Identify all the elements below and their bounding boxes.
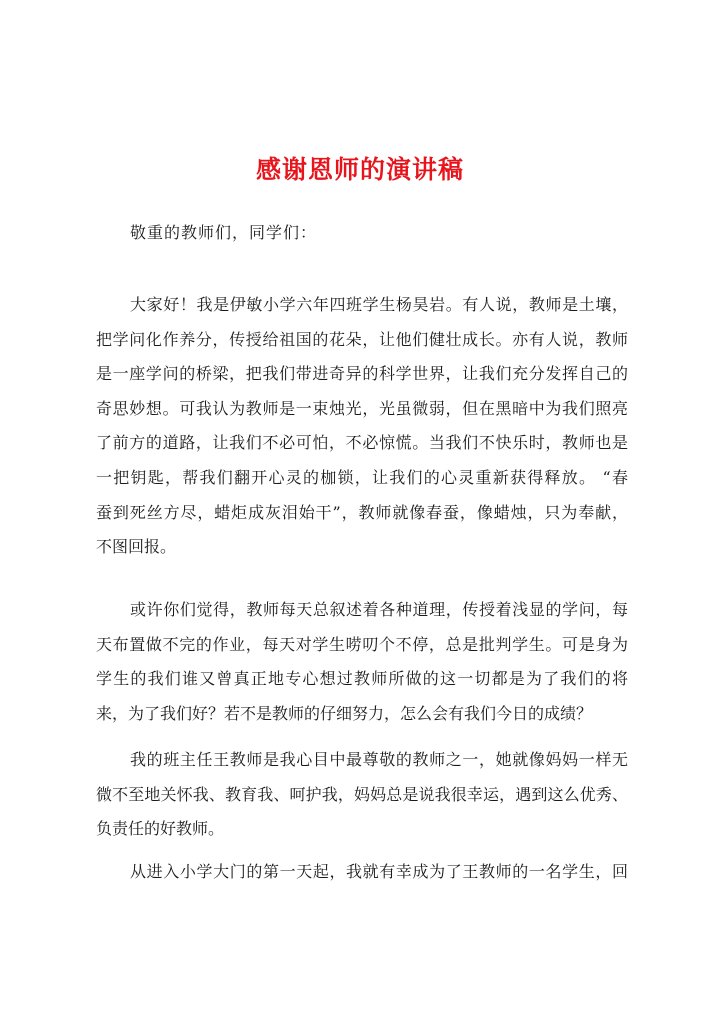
paragraph-1 xyxy=(96,288,628,565)
paragraph-line: 我的班主任王教师是我心目中最尊敬的教师之一，她就像妈妈一样无 xyxy=(130,750,628,769)
paragraph-line: 从进入小学大门的第一天起，我就有幸成为了王教师的一名学生，回 xyxy=(130,862,628,881)
paragraph-line: 微不至地关怀我、教育我、呵护我，妈妈总是说我很幸运，遇到这么优秀、 xyxy=(96,784,628,804)
paragraph-2 xyxy=(96,593,628,731)
paragraph-line: 负责任的好教师。 xyxy=(96,819,225,839)
document-title: 感谢恩师的演讲稿 xyxy=(255,155,464,184)
paragraph-line: 把学问化作养分，传授给祖国的花朵，让他们健壮成长。亦有人说，教师 xyxy=(96,329,628,349)
paragraph-3 xyxy=(96,743,628,847)
paragraph-line: 天布置做不完的作业，每天对学生唠叨个不停，总是批判学生。可是身为 xyxy=(96,634,628,654)
paragraph-line: 或许你们觉得，教师每天总叙述着各种道理，传授着浅显的学问，每 xyxy=(130,600,628,619)
paragraph-line: 蚕到死丝方尽，蜡炬成灰泪始干”，教师就像春蚕，像蜡烛，只为奉献， xyxy=(96,502,628,522)
paragraph-4 xyxy=(96,855,628,890)
paragraph-line: 不图回报。 xyxy=(96,537,177,557)
paragraph-line: 大家好！我是伊敏小学六年四班学生杨昊岩。有人说，教师是土壤， xyxy=(130,295,628,314)
paragraph-line: 来，为了我们好？若不是教师的仔细努力，怎么会有我们今日的成绩？ xyxy=(96,703,593,723)
paragraph-line: 了前方的道路，让我们不必可怕，不必惊慌。当我们不快乐时，教师也是 xyxy=(96,433,628,453)
salutation: 敬重的教师们，同学们： xyxy=(130,223,318,242)
paragraph-line: 学生的我们谁又曾真正地专心想过教师所做的这一切都是为了我们的将 xyxy=(96,669,628,689)
paragraph-line: 一把钥匙，帮我们翻开心灵的枷锁，让我们的心灵重新获得释放。 “春 xyxy=(96,467,628,487)
paragraph-line: 奇思妙想。可我认为教师是一束烛光，光虽微弱，但在黑暗中为我们照亮 xyxy=(96,398,628,418)
paragraph-line: 是一座学问的桥梁，把我们带进奇异的科学世界，让我们充分发挥自己的 xyxy=(96,364,628,384)
